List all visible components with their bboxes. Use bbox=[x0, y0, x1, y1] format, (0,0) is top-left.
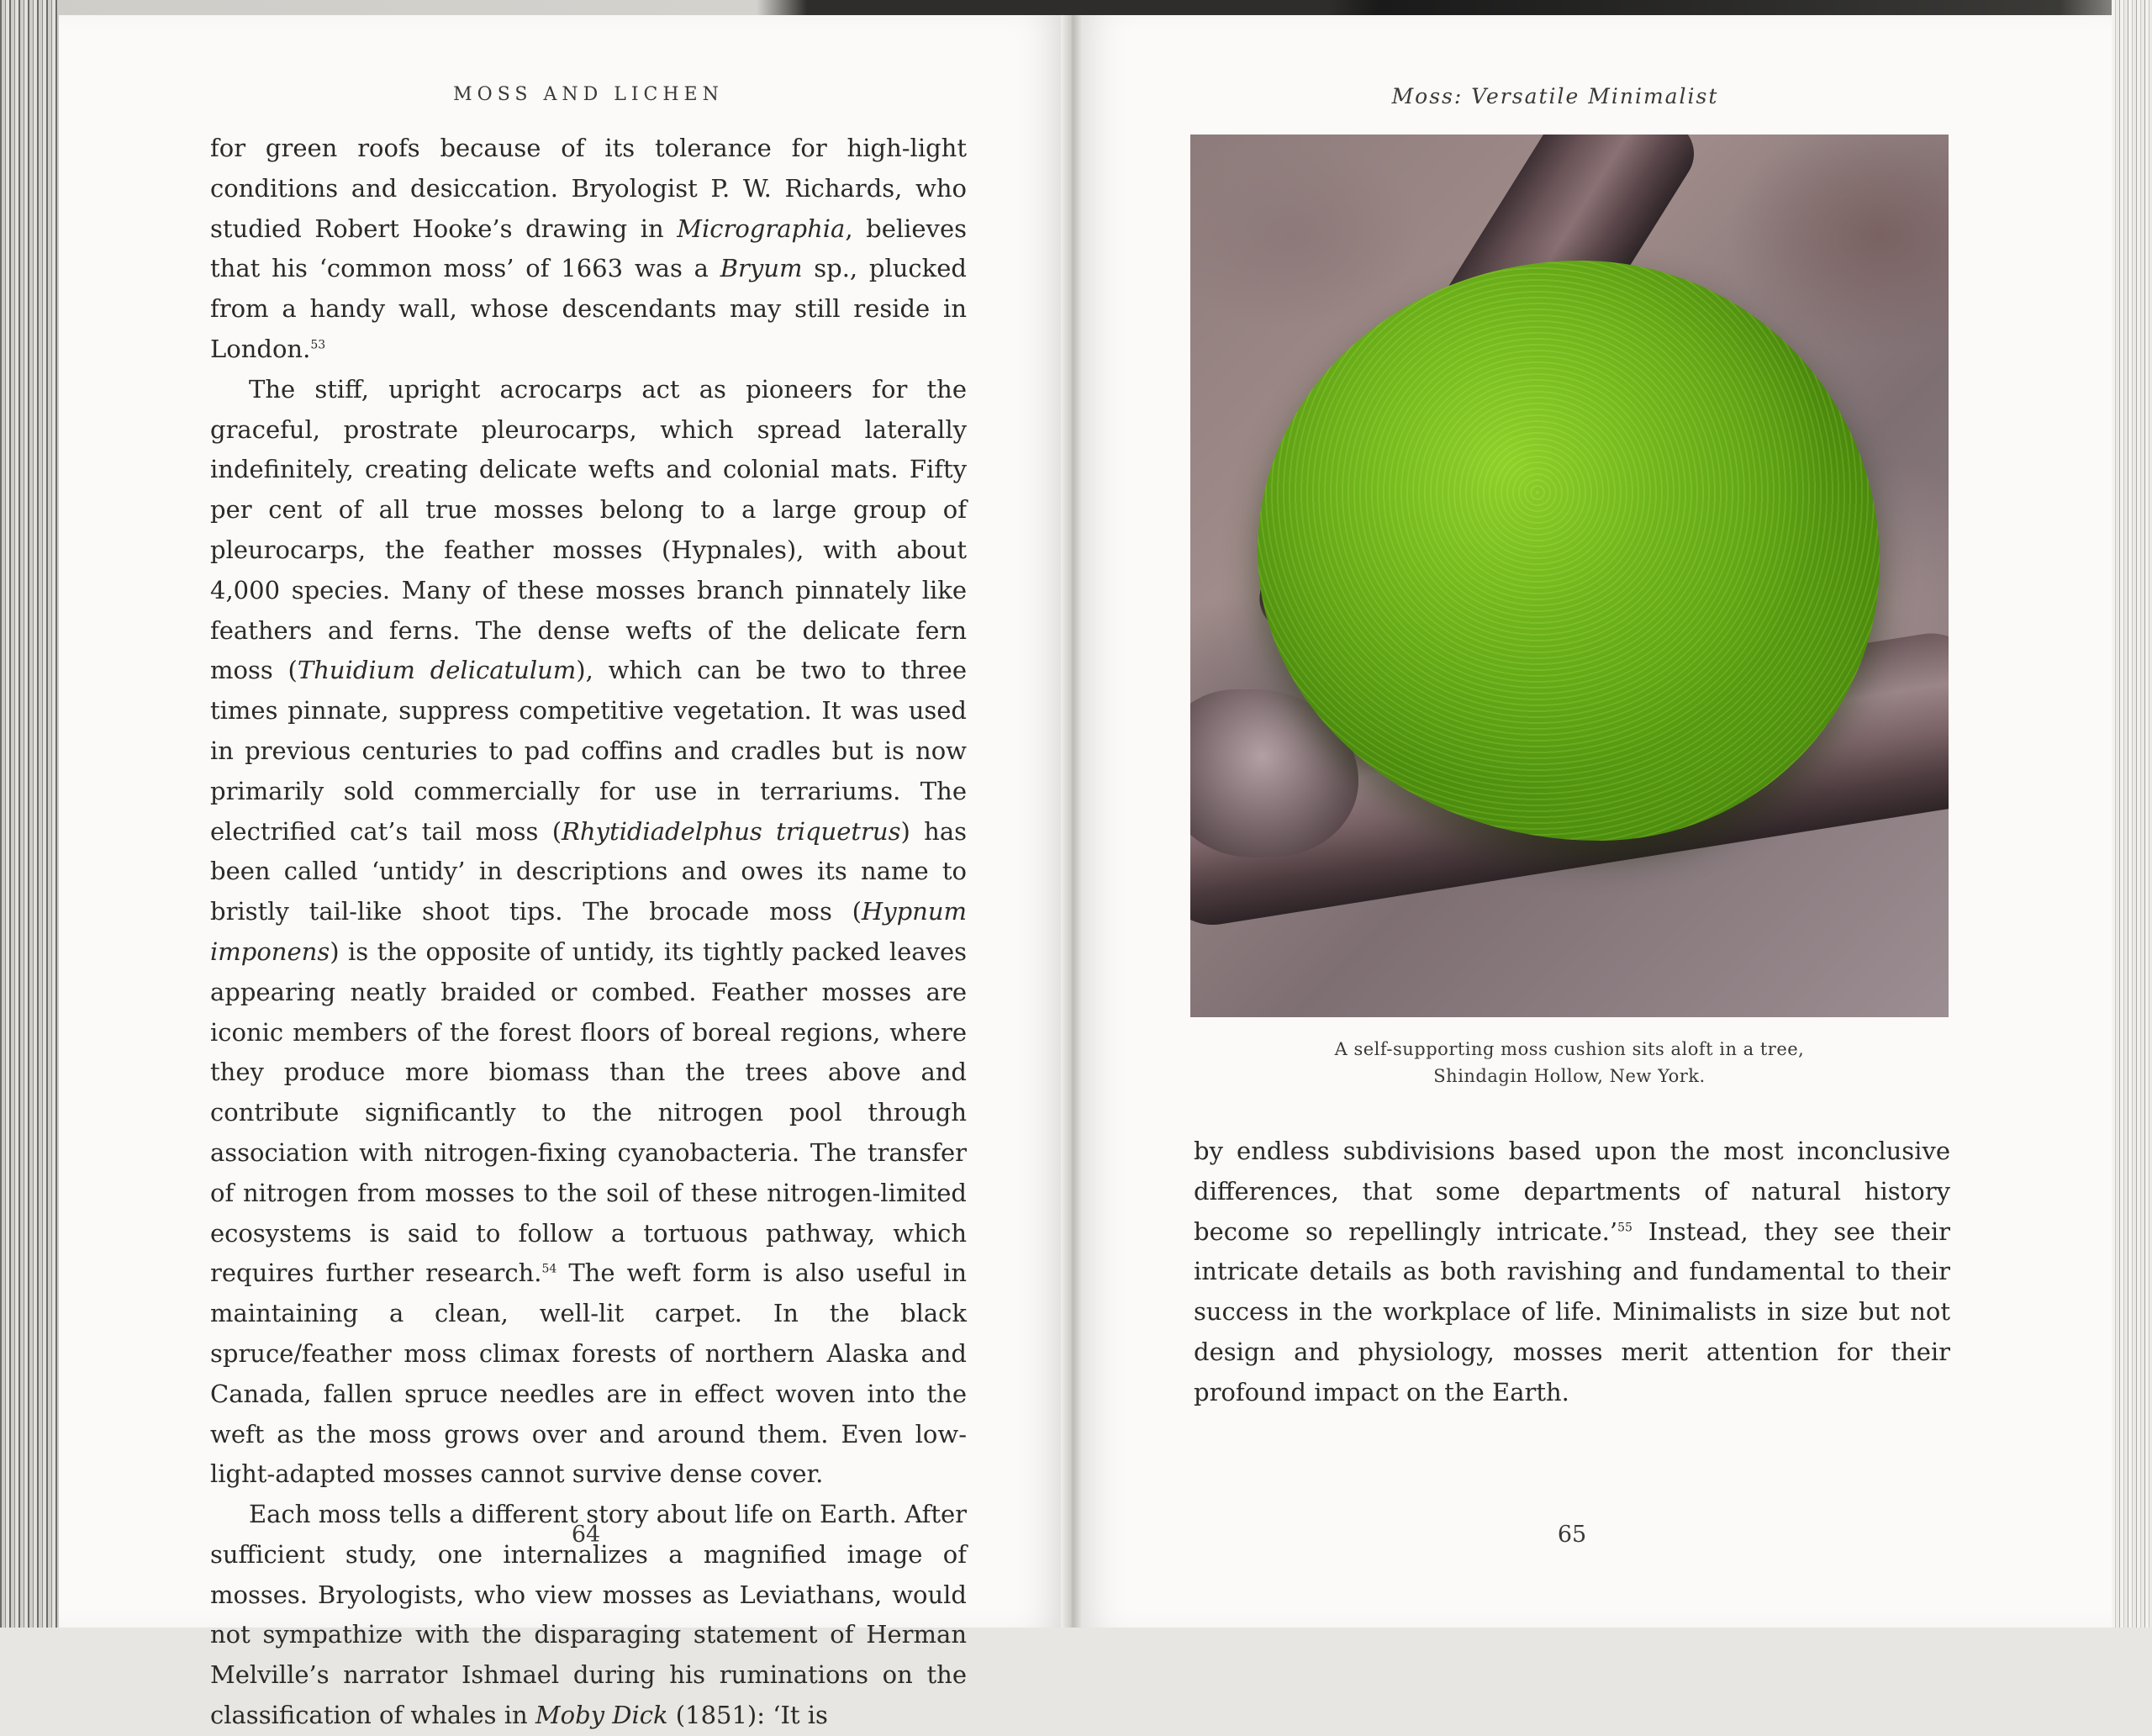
italic-title: Moby Dick bbox=[535, 1701, 668, 1730]
running-head-left: MOSS AND LICHEN bbox=[453, 84, 724, 105]
left-page-body bbox=[210, 129, 967, 1736]
caption-line-1: A self-supporting moss cushion sits aloft in a tree, bbox=[1334, 1039, 1805, 1059]
text-run: The stiff, upright acrocarps act as pioneers for the graceful, prostrate pleurocarps, which spread laterally indefinitely, creating delicate wefts and colonial mats. Fifty per cent of all true mosses belong to a large group of pleurocarps, the feather mosses (Hypnales), with about 4,000 species. Many of these mosses branch pinnately like feathers and ferns. The dense wefts of the delicate fern moss ( bbox=[210, 374, 967, 685]
text-run: Instead, they see their intricate details as both ravishing and fundamental to their success in the workplace of life. Minimalists in size but not design and physiology, mosses merit attention for their profound impact on the Earth. bbox=[1194, 1216, 1950, 1406]
page-number-left: 64 bbox=[571, 1522, 601, 1548]
text-run: ), which can be two to three times pinnate, suppress competitive vegetation. It was used in previous centuries to pad coffins and cradles but is now primarily sold commercially for use in terrariums. The electrified cat’s tail moss ( bbox=[210, 656, 967, 846]
page-edges-left bbox=[0, 0, 59, 1628]
text-run: by endless subdivisions based upon the most inconclusive differences, that some departments of natural history become so repellingly intricate.’ bbox=[1194, 1137, 1950, 1246]
page-number-right: 65 bbox=[1557, 1522, 1587, 1548]
moss-cushion-photo bbox=[1190, 135, 1949, 1017]
text-run: The weft form is also useful in maintaining a clean, well-lit carpet. In the black spruce/feather moss climax forests of northern Alaska and Canada, fallen spruce needles are in effect woven into the weft as the moss grows over and around them. Even low-light-adapted mosses cannot survive dense cover. bbox=[210, 1258, 967, 1489]
footnote-ref[interactable]: 53 bbox=[310, 338, 326, 352]
paragraph-1 bbox=[210, 129, 967, 370]
text-run: Each moss tells a different story about life on Earth. After sufficient study, one internalizes a magnified image of mosses. Bryologists, who view mosses as Leviathans, would not sympathize with the disparaging statement of Herman Melville’s narrator Ishmael during his ruminations on the classification of whales in bbox=[210, 1500, 967, 1730]
italic-species: Thuidium delicatulum bbox=[297, 656, 577, 685]
paragraph-2 bbox=[210, 370, 967, 1495]
page-edges-right bbox=[2112, 0, 2152, 1628]
running-head-right: Moss: Versatile Minimalist bbox=[1391, 84, 1719, 108]
text-run: , believes that his ‘common moss’ of 1663 was a bbox=[210, 214, 967, 283]
text-run: (1851): ‘It is bbox=[667, 1701, 828, 1730]
italic-species: Rhytidiadelphus triquetrus bbox=[562, 816, 901, 846]
right-page-body bbox=[1194, 1132, 1950, 1413]
footnote-ref[interactable]: 54 bbox=[541, 1262, 557, 1276]
text-run: ) has been called ‘untidy’ in descriptions and owes its name to bristly tail-like shoot tips. The brocade moss ( bbox=[210, 816, 967, 926]
text-run: for green roofs because of its tolerance for high-light conditions and desiccation. Bryologist P. W. Richards, who studied Robert Hooke’s drawing in bbox=[210, 134, 967, 243]
book-gutter bbox=[1061, 15, 1083, 1628]
text-run: sp., plucked from a handy wall, whose descendants may still reside in London. bbox=[210, 254, 967, 363]
italic-species: Hypnum imponens bbox=[210, 897, 967, 966]
paragraph-right bbox=[1194, 1132, 1950, 1413]
caption-line-2: Shindagin Hollow, New York. bbox=[1433, 1066, 1706, 1086]
photo-caption bbox=[1190, 1036, 1949, 1090]
footnote-ref[interactable]: 55 bbox=[1617, 1220, 1632, 1234]
italic-genus: Bryum bbox=[720, 254, 803, 283]
text-run: ) is the opposite of untidy, its tightly packed leaves appearing neatly braided or combed. Feather mosses are iconic members of the forest floors of boreal regions, where they produce more biomass than the trees above and contribute significantly to the nitrogen pool through association with nitrogen-fixing cyanobacteria. The transfer of nitrogen from mosses to the soil of these nitrogen-limited ecosystems is said to follow a tortuous pathway, which requires further research. bbox=[210, 937, 967, 1288]
italic-title: Micrographia bbox=[677, 214, 846, 243]
